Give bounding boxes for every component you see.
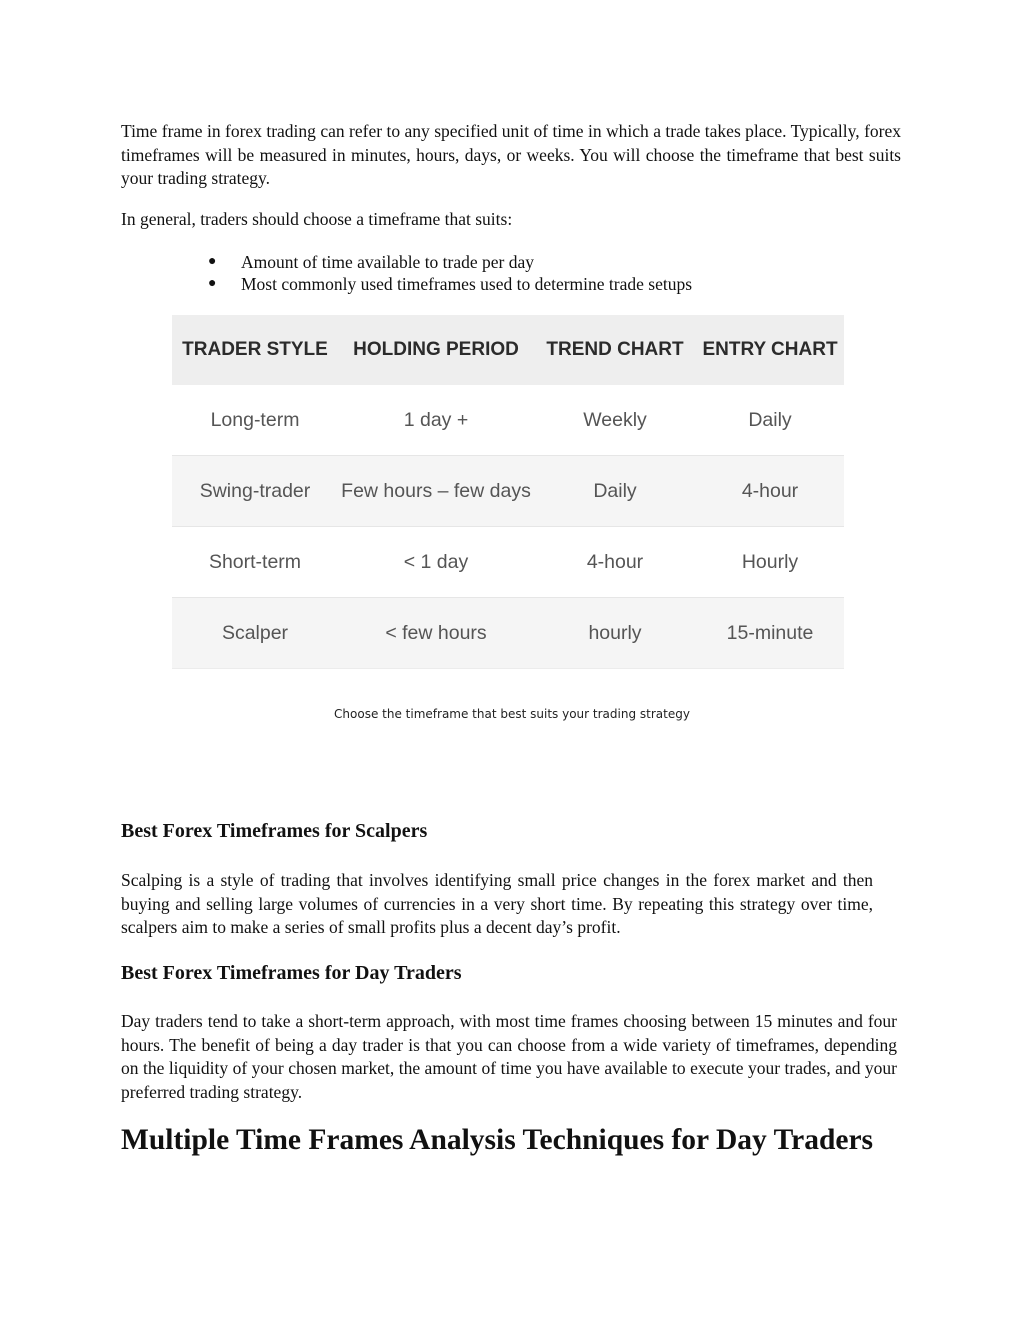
- table-header-row: [172, 315, 844, 385]
- table-cell: 4-hour: [741, 479, 799, 502]
- table-cell: Few hours – few days: [341, 479, 531, 502]
- scalpers-heading: Best Forex Timeframes for Scalpers: [121, 820, 428, 842]
- table-cell: Daily: [748, 408, 792, 431]
- scalpers-paragraph: Scalping is a style of trading that involves identifying small price changes in the forex market and then buying and selling large volumes of currencies in a very short time. By repeating this strategy over time, scalpers aim to make a series of small profits plus a decent day’s profit.: [121, 870, 873, 937]
- table-row: [172, 456, 844, 527]
- table-cell: Long-term: [210, 408, 300, 431]
- bullet-icon: ●: [208, 254, 217, 269]
- table-cell: Short-term: [208, 550, 302, 573]
- main-heading: Multiple Time Frames Analysis Techniques for Day Traders: [121, 1124, 874, 1156]
- column-header-entry-chart: ENTRY CHART: [702, 339, 838, 360]
- table-cell: < few hours: [385, 621, 487, 644]
- table-row: [172, 527, 844, 598]
- table-cell: hourly: [588, 621, 642, 644]
- intro-paragraph: Time frame in forex trading can refer to any specified unit of time in which a trade takes place. Typically, forex timeframes will be measured in minutes, hours, days, or weeks. You will choose the timeframe that best suits your trading strategy.: [121, 121, 901, 188]
- trader-style-table: [172, 315, 844, 669]
- table-cell: Weekly: [583, 408, 647, 431]
- table-cell: Scalper: [221, 621, 289, 644]
- table-cell: Swing-trader: [199, 479, 311, 502]
- table-cell: Daily: [593, 479, 637, 502]
- column-header-holding-period: HOLDING PERIOD: [353, 339, 519, 360]
- bullet-list: [208, 251, 692, 295]
- table-caption: Choose the timeframe that best suits your trading strategy: [334, 707, 690, 721]
- column-header-trader-style: TRADER STYLE: [182, 339, 328, 360]
- table-cell: 4-hour: [586, 550, 644, 573]
- column-header-trend-chart: TREND CHART: [546, 339, 684, 360]
- bullet-icon: ●: [208, 276, 217, 291]
- list-item: [208, 273, 692, 295]
- list-item-text: Amount of time available to trade per day: [241, 252, 535, 272]
- table-cell: Hourly: [741, 550, 799, 573]
- table-cell: < 1 day: [403, 550, 469, 573]
- table-row: [172, 598, 844, 669]
- table-cell: 15-minute: [726, 621, 814, 644]
- list-item-text: Most commonly used timeframes used to determine trade setups: [241, 274, 693, 294]
- day-traders-heading: Best Forex Timeframes for Day Traders: [121, 962, 462, 984]
- list-item: [208, 251, 692, 273]
- general-paragraph: In general, traders should choose a timeframe that suits:: [121, 209, 513, 229]
- day-traders-paragraph: Day traders tend to take a short-term approach, with most time frames choosing between 15 minutes and four hours. The benefit of being a day trader is that you can choose from a wide variety of timeframes, depending on the liquidity of your chosen market, the amount of time you have available to execute your trades, and your preferred trading strategy.: [121, 1011, 897, 1102]
- table-row: [172, 385, 844, 456]
- table-cell: 1 day +: [403, 408, 469, 431]
